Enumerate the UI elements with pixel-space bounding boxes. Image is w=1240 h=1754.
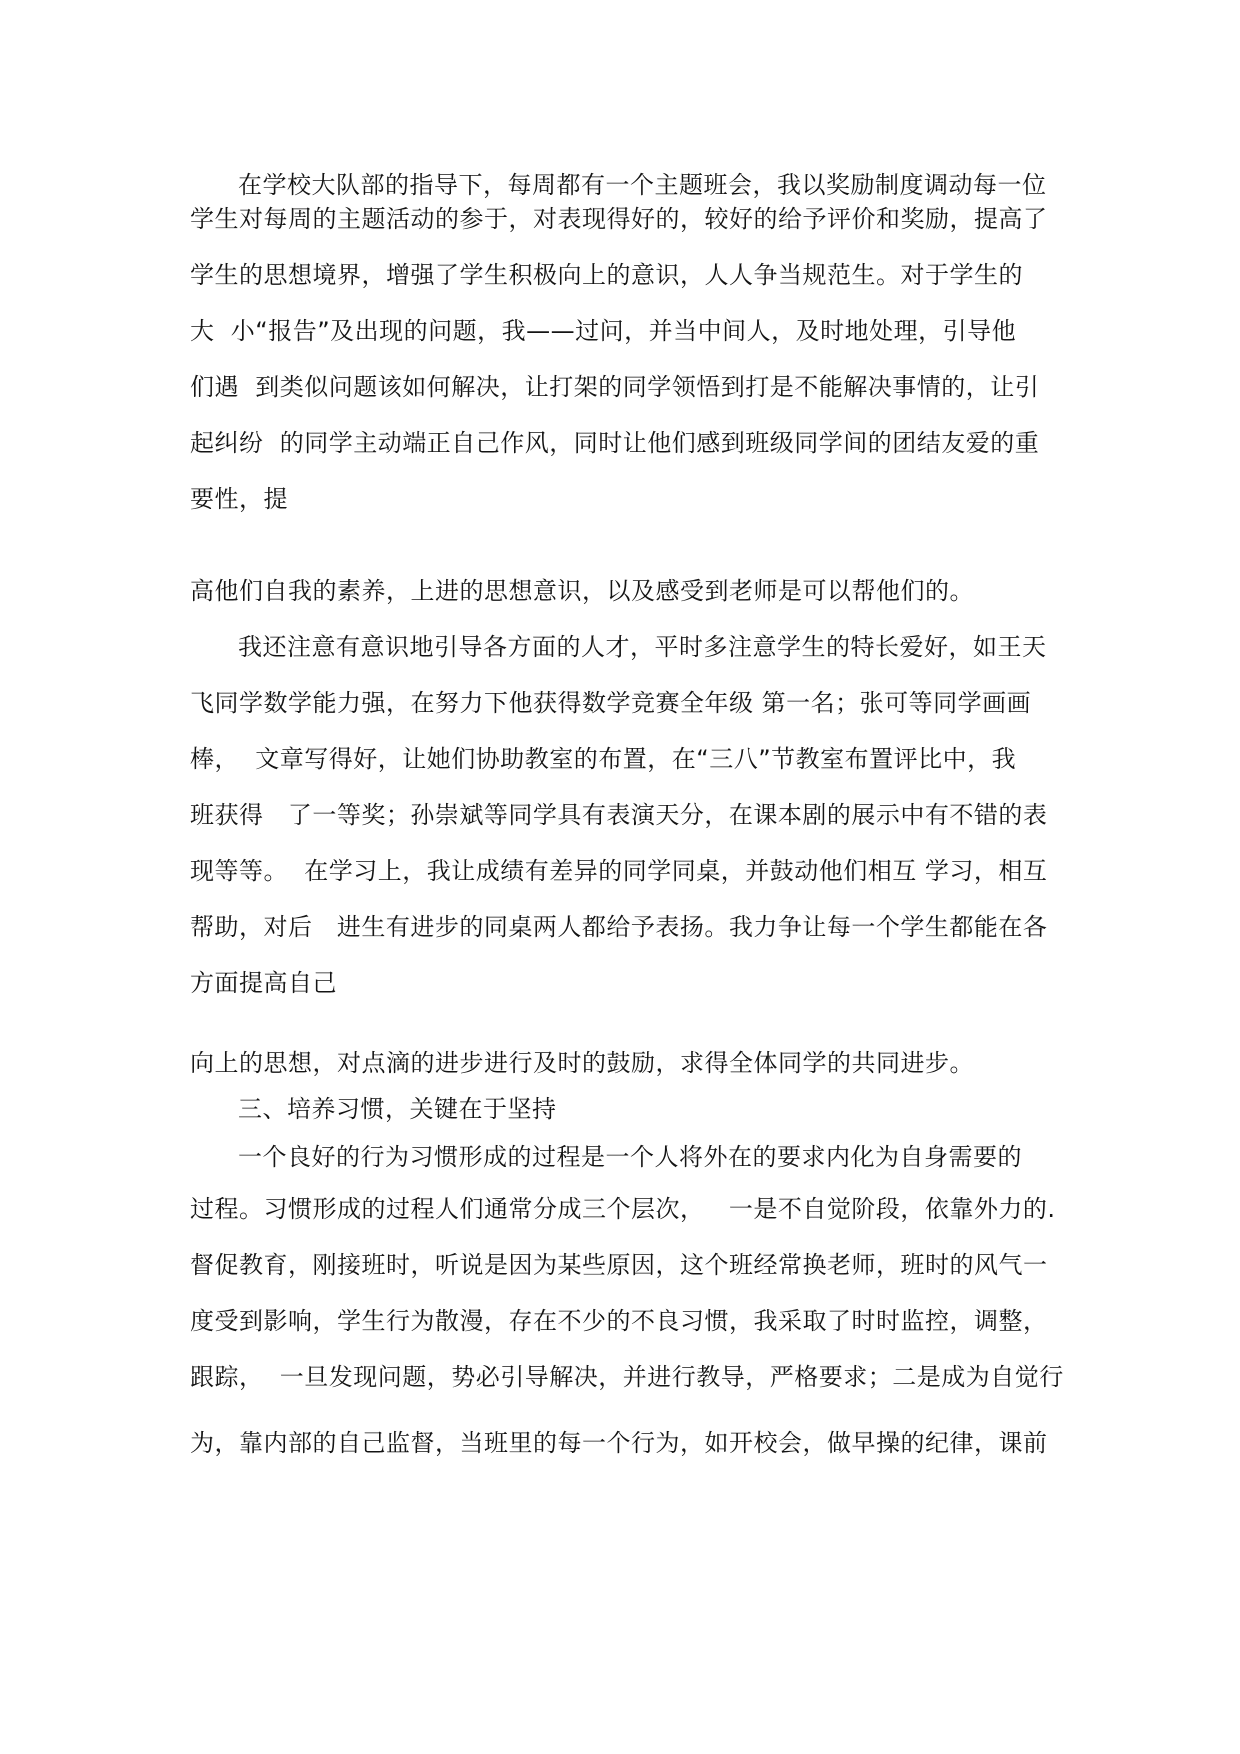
section-heading: 三、培养习惯，关键在于坚持 bbox=[238, 1095, 557, 1123]
text-line: 现等等。 在学习上，我让成绩有差异的同学同桌，并鼓动他们相互 学习，相互 bbox=[190, 857, 1048, 885]
text-line: 跟踪， 一旦发现问题，势必引导解决，并进行教导，严格要求；二是成为自觉行 bbox=[190, 1363, 1064, 1391]
text-line: 班获得 了一等奖；孙崇斌等同学具有表演天分，在课本剧的展示中有不错的表 bbox=[190, 801, 1048, 829]
text-line: 向上的思想，对点滴的进步进行及时的鼓励，求得全体同学的共同进步。 bbox=[190, 1049, 974, 1077]
text-line: 我还注意有意识地引导各方面的人才，平时多注意学生的特长爱好，如王天 bbox=[238, 633, 1047, 661]
text-line: 飞同学数学能力强，在努力下他获得数学竞赛全年级 第一名；张可等同学画画 bbox=[190, 689, 1032, 717]
text-line: 学生对每周的主题活动的参于，对表现得好的，较好的给予评价和奖励，提高了 bbox=[190, 205, 1048, 233]
text-line: 起纠纷 的同学主动端正自己作风，同时让他们感到班级同学间的团结友爱的重 bbox=[190, 429, 1040, 457]
text-line: 帮助，对后 进生有进步的同桌两人都给予表扬。我力争让每一个学生都能在各 bbox=[190, 913, 1048, 941]
text-line: 过程。习惯形成的过程人们通常分成三个层次， 一是不自觉阶段，依靠外力的. bbox=[190, 1195, 1056, 1223]
text-line: 棒， 文章写得好，让她们协助教室的布置，在“三八”节教室布置评比中，我 bbox=[190, 745, 1017, 773]
text-line: 们遇 到类似问题该如何解决，让打架的同学领悟到打是不能解决事情的，让引 bbox=[190, 373, 1040, 401]
text-line: 高他们自我的素养，上进的思想意识，以及感受到老师是可以帮他们的。 bbox=[190, 577, 974, 605]
text-line: 大 小“报告”及出现的问题，我——过问，并当中间人，及时地处理，引导他 bbox=[190, 317, 1017, 345]
text-line: 学生的思想境界，增强了学生积极向上的意识，人人争当规范生。对于学生的 bbox=[190, 261, 1023, 289]
text-line: 为，靠内部的自己监督，当班里的每一个行为，如开校会，做早操的纪律，课前 bbox=[190, 1429, 1048, 1457]
text-line: 在学校大队部的指导下，每周都有一个主题班会，我以奖励制度调动每一位 bbox=[238, 171, 1047, 199]
text-line: 方面提高自己 bbox=[190, 969, 337, 997]
text-line: 度受到影响，学生行为散漫，存在不少的不良习惯，我采取了时时监控，调整， bbox=[190, 1307, 1048, 1335]
text-line: 一个良好的行为习惯形成的过程是一个人将外在的要求内化为自身需要的 bbox=[238, 1143, 1022, 1171]
text-line: 督促教育，刚接班时，听说是因为某些原因，这个班经常换老师，班时的风气一 bbox=[190, 1251, 1048, 1279]
text-line: 要性，提 bbox=[190, 485, 288, 513]
